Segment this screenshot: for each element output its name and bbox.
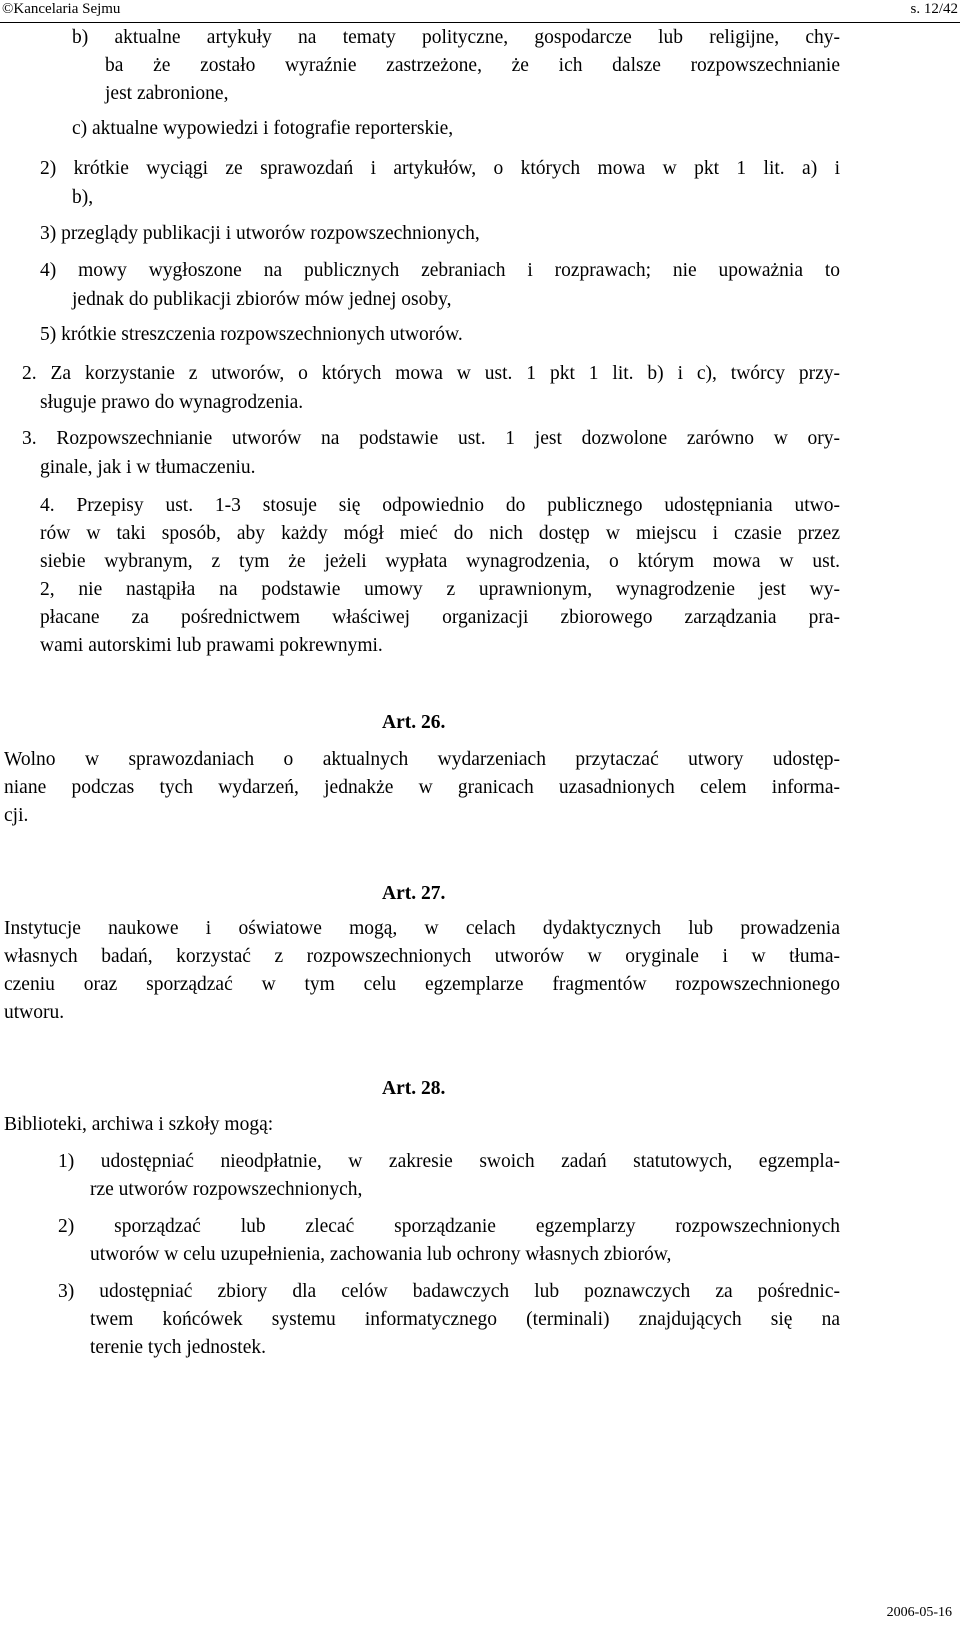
point-2-line-2: b),	[72, 187, 94, 208]
art-28-title: Art. 28.	[382, 1078, 446, 1099]
ust-4-line-5: płacane za pośrednictwem właściwej organizacji zbiorowego zarządzania pra-	[40, 607, 840, 628]
art-27-line-1: Instytucje naukowe i oświatowe mogą, w celach dydaktycznych lub prowadzenia	[4, 918, 840, 939]
point-3: 3) przeglądy publikacji i utworów rozpowszechnionych,	[40, 223, 480, 244]
page-header	[0, 0, 960, 23]
art-26-title: Art. 26.	[382, 712, 446, 733]
ust-4-line-6: wami autorskimi lub prawami pokrewnymi.	[40, 635, 383, 656]
header-copyright: ©Kancelaria Sejmu	[2, 1, 121, 17]
art-28-intro: Biblioteki, archiwa i szkoły mogą:	[4, 1114, 274, 1135]
art-28-point-1-line-1: 1) udostępniać nieodpłatnie, w zakresie swoich zadań statutowych, egzempla-	[58, 1151, 840, 1172]
item-b-line-2: ba że zostało wyraźnie zastrzeżone, że ich dalsze rozpowszechnianie	[105, 55, 840, 76]
art-28-point-2-line-1: 2) sporządzać lub zlecać sporządzanie egzemplarzy rozpowszechnionych	[58, 1216, 840, 1237]
item-b-line-3: jest zabronione,	[105, 83, 229, 104]
item-c: c) aktualne wypowiedzi i fotografie reporterskie,	[72, 118, 454, 139]
art-27-line-3: czeniu oraz sporządzać w tym celu egzemplarze fragmentów rozpowszechnionego	[4, 974, 840, 995]
ust-4-line-2: rów w taki sposób, aby każdy mógł mieć do nich dostęp w miejscu i czasie przez	[40, 523, 840, 544]
art-26-line-1: Wolno w sprawozdaniach o aktualnych wydarzeniach przytaczać utwory udostęp-	[4, 749, 840, 770]
point-2-line-1: 2) krótkie wyciągi ze sprawozdań i artykułów, o których mowa w pkt 1 lit. a) i	[40, 158, 840, 179]
point-4-line-1: 4) mowy wygłoszone na publicznych zebraniach i rozprawach; nie upoważnia to	[40, 260, 840, 281]
ust-2-line-1: 2. Za korzystanie z utworów, o których mowa w ust. 1 pkt 1 lit. b) i c), twórcy przy-	[22, 363, 840, 384]
ust-3-line-1: 3. Rozpowszechnianie utworów na podstawie ust. 1 jest dozwolone zarówno w ory-	[22, 428, 840, 449]
point-4-line-2: jednak do publikacji zbiorów mów jednej osoby,	[72, 289, 452, 310]
art-26-line-3: cji.	[4, 805, 29, 826]
art-27-line-2: własnych badań, korzystać z rozpowszechnionych utworów w oryginale i w tłuma-	[4, 946, 840, 967]
ust-4-line-4: 2, nie nastąpiła na podstawie umowy z uprawnionym, wynagrodzenie jest wy-	[40, 579, 840, 600]
point-5: 5) krótkie streszczenia rozpowszechnionych utworów.	[40, 324, 463, 345]
footer-date: 2006-05-16	[886, 1605, 952, 1620]
art-28-point-3-line-1: 3) udostępniać zbiory dla celów badawczych lub poznawczych za pośrednic-	[58, 1281, 840, 1302]
art-27-title: Art. 27.	[382, 883, 446, 904]
ust-3-line-2: ginale, jak i w tłumaczeniu.	[40, 457, 256, 478]
art-28-point-3-line-3: terenie tych jednostek.	[90, 1337, 266, 1358]
ust-4-line-1: 4. Przepisy ust. 1-3 stosuje się odpowiednio do publicznego udostępniania utwo-	[40, 495, 840, 516]
art-26-line-2: niane podczas tych wydarzeń, jednakże w granicach uzasadnionych celem informa-	[4, 777, 840, 798]
art-28-point-1-line-2: rze utworów rozpowszechnionych,	[90, 1179, 363, 1200]
ust-2-line-2: sługuje prawo do wynagrodzenia.	[40, 392, 304, 413]
art-27-line-4: utworu.	[4, 1002, 65, 1023]
art-28-point-2-line-2: utworów w celu uzupełnienia, zachowania lub ochrony własnych zbiorów,	[90, 1244, 672, 1265]
header-page-number: s. 12/42	[910, 1, 958, 17]
art-28-point-3-line-2: twem końcówek systemu informatycznego (terminali) znajdujących się na	[90, 1309, 840, 1330]
ust-4-line-3: siebie wybranym, z tym że jeżeli wypłata wynagrodzenia, o którym mowa w ust.	[40, 551, 840, 572]
item-b-line-1: b) aktualne artykuły na tematy polityczne, gospodarcze lub religijne, chy-	[72, 27, 840, 48]
